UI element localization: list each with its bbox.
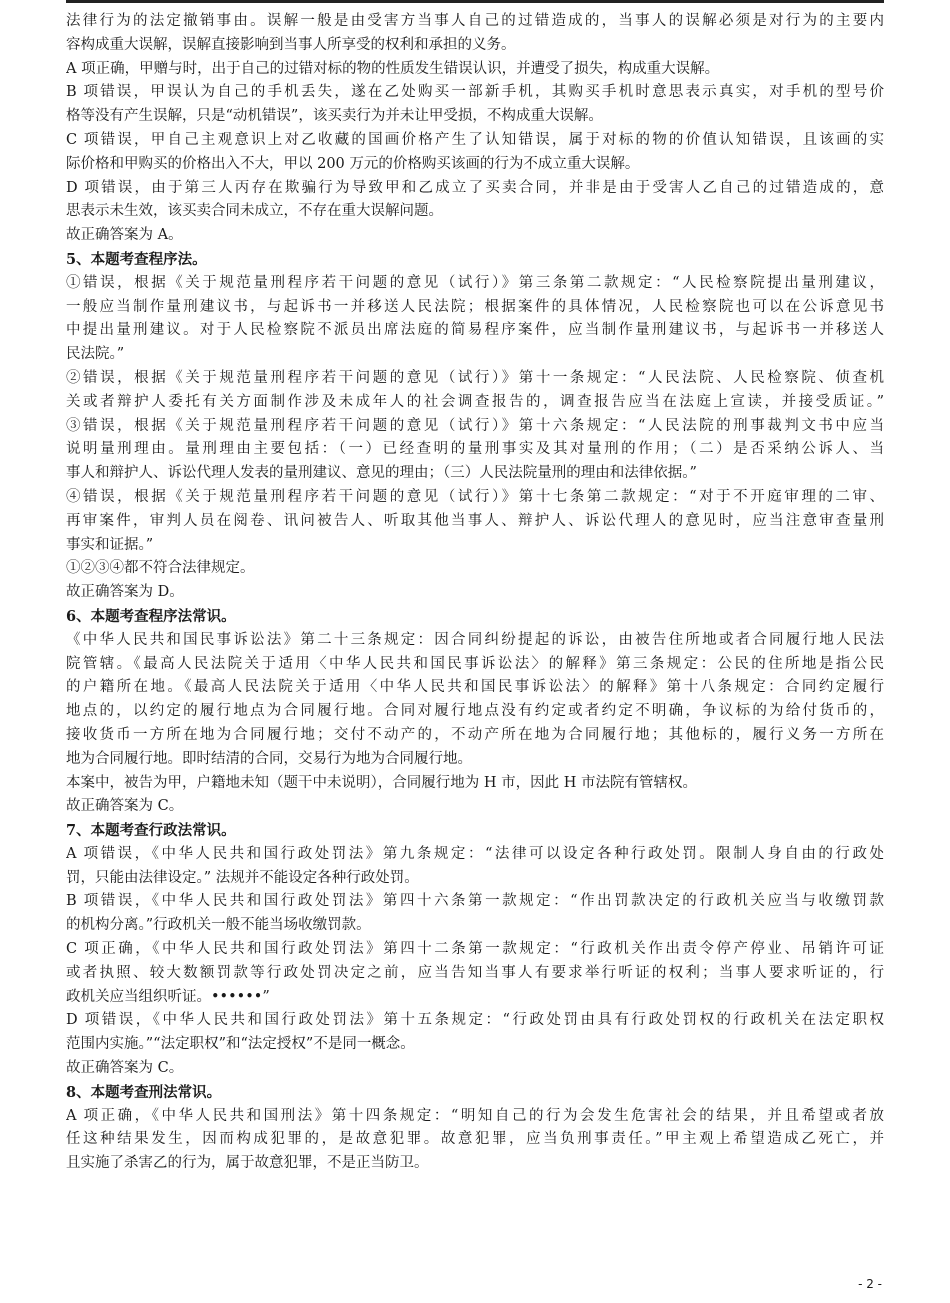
text-line: 说明量刑理由。量刑理由主要包括：（一）已经查明的量刑事实及其对量刑的作用；（二）是否采纳公诉人、当 xyxy=(66,441,884,458)
text-line: 事人和辩护人、诉讼代理人发表的量刑建议、意见的理由；（三）人民法院量刑的理由和法律依据。” xyxy=(66,465,697,482)
text-line: ③错误，根据《关于规范量刑程序若干问题的意见（试行）》第十六条规定：“人民法院的刑事裁判文书中应当 xyxy=(66,417,884,434)
text-line: 院管辖。《最高人民法院关于适用〈中华人民共和国民事诉讼法〉的解释》第三条规定：公民的住所地是指公民 xyxy=(66,655,884,672)
text-line: 故正确答案为 C。 xyxy=(66,798,184,815)
text-line: 或者执照、较大数额罚款等行政处罚决定之前，应当告知当事人有要求举行听证的权利；当事人要求听证的，行 xyxy=(66,964,884,981)
text-line: A 项正确，《中华人民共和国刑法》第十四条规定：“明知自己的行为会发生危害社会的结果，并且希望或者放 xyxy=(66,1107,884,1124)
text-line: 中提出量刑建议。对于人民检察院不派员出席法庭的简易程序案件，应当制作量刑建议书，与起诉书一并移送人 xyxy=(66,322,884,339)
section-heading: 5、本题考查程序法。 xyxy=(66,250,207,268)
text-line: 地为合同履行地。即时结清的合同，交易行为地为合同履行地。 xyxy=(66,750,472,767)
document-body xyxy=(66,10,884,1176)
text-line: A 项正确，甲赠与时，出于自己的过错对标的物的性质发生错误认识，并遭受了损失，构成重大误解。 xyxy=(66,60,720,77)
text-line: 故正确答案为 D。 xyxy=(66,584,184,601)
page-number: - 2 - xyxy=(858,1277,882,1291)
text-line: 接收货币一方所在地为合同履行地；交付不动产的，不动产所在地为合同履行地；其他标的，履行义务一方所在 xyxy=(66,726,884,743)
section-heading: 6、本题考查程序法常识。 xyxy=(66,607,236,625)
text-line: D 项错误，《中华人民共和国行政处罚法》第十五条规定：“行政处罚由具有行政处罚权的行政机关在法定职权 xyxy=(66,1012,884,1029)
text-line: 民法院。” xyxy=(66,346,125,363)
text-line: 的户籍所在地。《最高人民法院关于适用〈中华人民共和国民事诉讼法〉的解释》第十八条规定：合同约定履行 xyxy=(66,679,884,696)
text-line: 法律行为的法定撤销事由。误解一般是由受害方当事人自己的过错造成的，当事人的误解必须是对行为的主要内 xyxy=(66,13,884,29)
text-line: 再审案件，审判人员在阅卷、讯问被告人、听取其他当事人、辩护人、诉讼代理人的意见时，应当注意审查量刑 xyxy=(66,512,884,529)
text-line: ④错误，根据《关于规范量刑程序若干问题的意见（试行）》第十七条第二款规定：“对于不开庭审理的二审、 xyxy=(66,488,884,505)
text-line: C 项错误，甲自己主观意识上对乙收藏的国画价格产生了认知错误，属于对标的物的价值认知错误，且该画的实 xyxy=(66,131,884,148)
text-line: 一般应当制作量刑建议书，与起诉书一并移送人民法院；根据案件的具体情况，人民检察院也可以在公诉意见书 xyxy=(66,298,884,315)
text-line: 任这种结果发生，因而构成犯罪的，是故意犯罪。故意犯罪，应当负刑事责任。”甲主观上希望造成乙死亡，并 xyxy=(66,1131,884,1148)
text-line: 《中华人民共和国民事诉讼法》第二十三条规定：因合同纠纷提起的诉讼，由被告住所地或者合同履行地人民法 xyxy=(66,631,884,648)
text-line: ②错误，根据《关于规范量刑程序若干问题的意见（试行）》第十一条规定：“人民法院、人民检察院、侦查机 xyxy=(66,369,884,386)
text-line: 际价格和甲购买的价格出入不大，甲以 200 万元的价格购买该画的行为不成立重大误解。 xyxy=(66,155,640,172)
text-line: A 项错误，《中华人民共和国行政处罚法》第九条规定：“法律可以设定各种行政处罚。限制人身自由的行政处 xyxy=(66,845,884,862)
text-line: 本案中，被告为甲，户籍地未知（题干中未说明），合同履行地为 H 市，因此 H 市法院有管辖权。 xyxy=(66,774,697,791)
text-line: ①②③④都不符合法律规定。 xyxy=(66,560,255,577)
text-line: 故正确答案为 C。 xyxy=(66,1060,184,1077)
text-line: ①错误，根据《关于规范量刑程序若干问题的意见（试行）》第三条第二款规定：“人民检察院提出量刑建议， xyxy=(66,274,884,291)
text-line: 事实和证据。” xyxy=(66,536,154,553)
text-line: D 项错误，由于第三人丙存在欺骗行为导致甲和乙成立了买卖合同，并非是由于受害人乙自己的过错造成的，意 xyxy=(66,179,884,196)
text-line: 格等没有产生误解，只是“动机错误”，该买卖行为并未让甲受损，不构成重大误解。 xyxy=(66,108,603,125)
text-line: 故正确答案为 A。 xyxy=(66,227,183,244)
text-line: B 项错误，《中华人民共和国行政处罚法》第四十六条第一款规定：“作出罚款决定的行政机关应当与收缴罚款 xyxy=(66,893,884,910)
text-line: 且实施了杀害乙的行为，属于故意犯罪，不是正当防卫。 xyxy=(66,1155,429,1172)
section-heading: 7、本题考查行政法常识。 xyxy=(66,822,236,840)
text-line: 容构成重大误解，误解直接影响到当事人所享受的权利和承担的义务。 xyxy=(66,36,516,53)
top-rule xyxy=(66,0,884,3)
text-line: C 项正确，《中华人民共和国行政处罚法》第四十二条第一款规定：“行政机关作出责令停产停业、吊销许可证 xyxy=(66,941,884,958)
text-line: 罚，只能由法律设定。” 法规并不能设定各种行政处罚。 xyxy=(66,869,419,886)
text-line: B 项错误，甲误认为自己的手机丢失，遂在乙处购买一部新手机，其购买手机时意思表示真实，对手机的型号价 xyxy=(66,84,884,101)
text-line: 政机关应当组织听证。••••••” xyxy=(66,988,270,1005)
text-line: 的机构分离。”行政机关一般不能当场收缴罚款。 xyxy=(66,917,371,934)
section-heading: 8、本题考查刑法常识。 xyxy=(66,1083,222,1101)
text-line: 地点的，以约定的履行地点为合同履行地。合同对履行地点没有约定或者约定不明确，争议标的为给付货币的， xyxy=(66,703,884,720)
text-line: 范围内实施。”“法定职权”和“法定授权”不是同一概念。 xyxy=(66,1036,415,1053)
text-line: 关或者辩护人委托有关方面制作涉及未成年人的社会调查报告的，调查报告应当在法庭上宣读，并接受质证。” xyxy=(66,393,884,410)
text-line: 思表示未生效，该买卖合同未成立，不存在重大误解问题。 xyxy=(66,203,443,220)
